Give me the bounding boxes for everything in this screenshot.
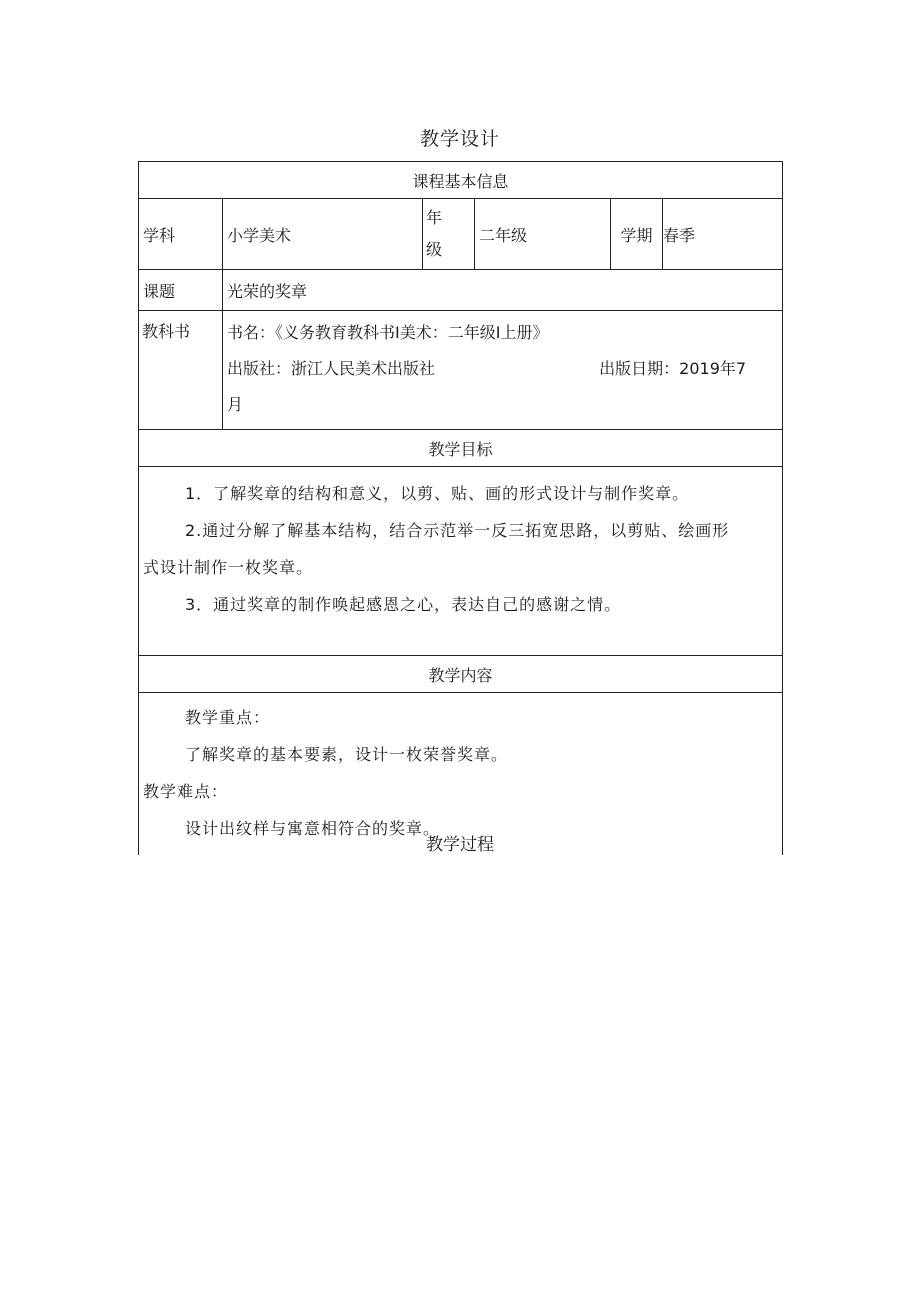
term-value: 春季 [663, 199, 783, 270]
textbook-publish-date: 出版日期：2019年7 [599, 359, 747, 378]
grade-value: 二年级 [475, 199, 611, 270]
goal-item-3: 3．通过奖章的制作唤起感恩之心，表达自己的感谢之情。 [185, 595, 622, 614]
textbook-publisher: 出版社：浙江人民美术出版社 [227, 359, 436, 378]
key-point-label: 教学重点： [185, 708, 271, 727]
goal-item-2-line2: 式设计制作一枚奖章。 [143, 558, 314, 577]
difficulty-label: 教学难点： [143, 782, 229, 801]
topic-value: 光荣的奖章 [223, 270, 783, 311]
grade-label [423, 199, 475, 270]
key-point-text: 了解奖章的基本要素，设计一枚荣誉奖章。 [185, 745, 509, 764]
textbook-details [223, 311, 783, 430]
document-title: 教学设计 [419, 128, 500, 150]
textbook-publish-date-cont: 月 [227, 395, 244, 414]
textbook-name: 书名：《义务教育教科书Ⅰ美术：二年级Ⅰ上册》 [227, 323, 549, 342]
difficulty-text: 设计出纹样与寓意相符合的奖章。 [185, 819, 441, 838]
basic-info-header: 课程基本信息 [139, 162, 783, 199]
goal-item-2-line1: 2.通过分解了解基本结构，结合示范举一反三拓宽思路，以剪贴、绘画形 [185, 521, 730, 540]
goals-body [139, 467, 783, 656]
textbook-label: 教科书 [139, 311, 223, 430]
subject-label: 学科 [139, 199, 223, 270]
grade-label-line2: 级 [426, 240, 443, 259]
grade-label-line1: 年 [426, 208, 443, 227]
lesson-plan-table [138, 161, 783, 855]
topic-label: 课题 [139, 270, 223, 311]
subject-value: 小学美术 [223, 199, 423, 270]
content-header: 教学内容 [139, 656, 783, 693]
goal-item-1: 1．了解奖章的结构和意义，以剪、贴、画的形式设计与制作奖章。 [185, 484, 690, 503]
process-heading: 教学过程 [426, 835, 494, 855]
goals-header: 教学目标 [139, 430, 783, 467]
term-label: 学期 [611, 199, 663, 270]
